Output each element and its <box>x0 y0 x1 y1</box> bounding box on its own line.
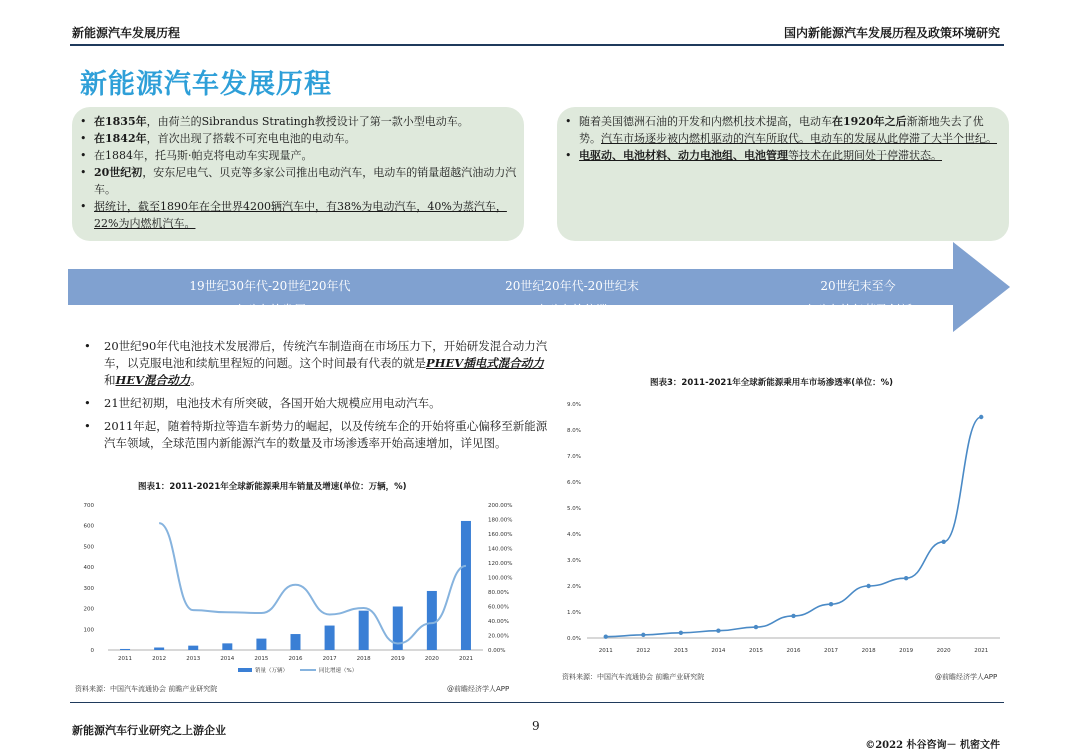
left-info-box <box>72 107 524 241</box>
chart3-source: 资料来源：中国汽车流通协会 前瞻产业研究院 <box>562 673 705 681</box>
chart3-ytick: 4.0% <box>567 532 581 538</box>
right-item-1: • 随着美国德洲石油的开发和内燃机技术提高，电动车在1920年之后渐渐地失去了优势。汽车市场逐步被内燃机驱动的汽车所取代。电动车的发展从此停滞了大半个世纪。 <box>563 113 1003 147</box>
chart1-bar <box>188 646 198 650</box>
mid-item-2: • 21世纪初期，电池技术有所突破，各国开始大规模应用电动汽车。 <box>78 395 548 412</box>
chart1-ytick-left: 100 <box>83 627 94 634</box>
chart1-xtick: 2013 <box>186 656 201 662</box>
chart3-ytick: 8.0% <box>567 428 581 434</box>
chart1-xtick: 2011 <box>118 656 133 662</box>
footer-left: 新能源汽车行业研究之上游企业 <box>72 724 226 737</box>
chart3-ytick: 7.0% <box>567 454 581 460</box>
timeline-stage-2: 20世纪20年代-20世纪末 电动车的停滞 <box>505 279 639 317</box>
chart3-point <box>716 629 720 633</box>
chart3-ytick: 0.0% <box>567 636 581 642</box>
header-divider <box>70 44 1004 46</box>
chart1-xtick: 2017 <box>322 656 337 662</box>
chart1-ytick-right: 180.00% <box>488 517 513 524</box>
chart1-source-right: @前瞻经济学人APP <box>447 685 510 693</box>
chart1-source: 资料来源：中国汽车流通协会 前瞻产业研究院 <box>75 685 218 693</box>
chart1-ytick-left: 500 <box>83 544 94 551</box>
chart1-ytick-left: 600 <box>83 523 94 530</box>
chart1-title: 图表1：2011-2021年全球新能源乘用车销量及增速(单位：万辆，%) <box>138 482 407 492</box>
left-item-5: • 据统计，截至1890年在全世界4200辆汽车中，有38%为电动汽车，40%为蒸汽车，22%为内燃机汽车。 <box>78 198 518 232</box>
chart3-xtick: 2021 <box>974 648 989 654</box>
page-title: 新能源汽车发展历程 <box>80 69 332 100</box>
chart3-ytick: 6.0% <box>567 480 581 486</box>
chart1-ytick-right: 100.00% <box>488 575 513 582</box>
chart1-bar <box>120 649 130 650</box>
chart3-ytick: 5.0% <box>567 506 581 512</box>
chart1-bar <box>291 634 301 650</box>
chart1-xtick: 2019 <box>390 656 405 662</box>
chart3-ytick: 1.0% <box>567 610 581 616</box>
chart3-point <box>641 633 645 637</box>
chart3-point <box>829 602 833 606</box>
chart1-xtick: 2012 <box>152 656 167 662</box>
chart3-xtick: 2020 <box>936 648 951 654</box>
chart3-xtick: 2018 <box>861 648 876 654</box>
header-right: 国内新能源汽车发展历程及政策环境研究 <box>783 26 1000 40</box>
chart1-bar <box>359 611 369 650</box>
mid-item-1: • 20世纪90年代电池技术发展滞后，传统汽车制造商在市场压力下，开始研发混合动力汽车，以克服电池和续航里程短的问题。这个时间最有代表的就是PHEV插电式混合动力和HEV混合动力。 <box>78 338 548 389</box>
chart3-point <box>604 635 608 639</box>
chart3-xtick: 2012 <box>636 648 651 654</box>
chart3-point <box>866 584 870 588</box>
page-number: 9 <box>532 719 540 733</box>
left-info-list <box>78 113 518 232</box>
chart3-xtick: 2014 <box>711 648 726 654</box>
timeline-stage-1: 19世纪30年代-20世纪20年代 电动车的发展 <box>189 279 351 317</box>
chart3-point <box>979 415 983 419</box>
chart1-ytick-left: 400 <box>83 565 94 572</box>
chart1-bar <box>256 639 266 650</box>
chart3-title: 图表3：2011-2021年全球新能源乘用车市场渗透率(单位：%) <box>650 378 894 388</box>
left-item-1: • 在1835年，由荷兰的Sibrandus Stratingh教授设计了第一款小型电动车。 <box>78 113 518 130</box>
chart3-ytick: 2.0% <box>567 584 581 590</box>
chart3-source-right: @前瞻经济学人APP <box>935 673 998 681</box>
right-info-box <box>557 107 1009 241</box>
chart1-bar-line <box>68 495 538 677</box>
chart1-ytick-right: 200.00% <box>488 503 513 509</box>
chart1-ytick-right: 120.00% <box>488 561 513 567</box>
chart1-xtick: 2015 <box>254 656 269 662</box>
chart1-bar <box>325 626 335 650</box>
chart1-ytick-right: 160.00% <box>488 532 513 538</box>
mid-item-3: • 2011年起，随着特斯拉等造车新势力的崛起，以及传统车企的开始将重心偏移至新能源汽车领域，全球范围内新能源汽车的数量及市场渗透率开始高速增加，详见图。 <box>78 418 548 452</box>
chart1-legend-bar: 销量（万辆） <box>255 668 289 674</box>
chart1-ytick-right: 60.00% <box>488 604 509 611</box>
chart3-point <box>904 576 908 580</box>
chart1-legend-bar-swatch <box>238 668 252 672</box>
mid-text <box>78 338 548 458</box>
chart1-ytick-right: 140.00% <box>488 546 513 553</box>
chart1-ytick-right: 40.00% <box>488 619 509 625</box>
chart3-line <box>555 392 1005 662</box>
chart3-point <box>679 631 683 635</box>
chart3-point <box>754 625 758 629</box>
left-item-4: • 20世纪初，安东尼电气、贝克等多家公司推出电动汽车，电动车的销量超越汽油动力汽车。 <box>78 164 518 198</box>
chart3-point <box>791 614 795 618</box>
chart1-ytick-left: 700 <box>83 503 94 509</box>
chart3-ytick: 3.0% <box>567 558 581 564</box>
footer-right: ©2022 朴谷咨询－ 机密文件 <box>865 740 1000 751</box>
chart1-xtick: 2018 <box>356 656 371 662</box>
left-item-2: • 在1842年，首次出现了搭载不可充电电池的电动车。 <box>78 130 518 147</box>
footer-divider <box>70 702 1004 703</box>
chart1-ytick-left: 300 <box>83 585 94 592</box>
chart1-ytick-left: 0 <box>90 648 94 654</box>
chart1-growth-line <box>159 523 466 643</box>
chart3-xtick: 2013 <box>673 648 688 654</box>
chart3-xtick: 2016 <box>786 648 801 654</box>
timeline-stage-3: 20世纪末至今 电动车的复苏及创新 <box>803 279 912 317</box>
left-item-3: • 在1884年，托马斯·帕克将电动车实现量产。 <box>78 147 518 164</box>
chart1-bar <box>222 643 232 650</box>
chart1-bar <box>154 648 164 650</box>
chart1-xtick: 2014 <box>220 656 235 662</box>
chart1-ytick-left: 200 <box>83 606 94 613</box>
chart3-point <box>941 540 945 544</box>
chart1-bar <box>461 521 471 650</box>
chart1-bar <box>427 591 437 650</box>
chart1-xtick: 2021 <box>458 656 473 662</box>
chart1-ytick-right: 80.00% <box>488 590 509 596</box>
right-item-2: • 电驱动、电池材料、动力电池组、电池管理等技术在此期间处于停滞状态。 <box>563 147 1003 164</box>
chart3-xtick: 2011 <box>598 648 613 654</box>
chart3-xtick: 2017 <box>824 648 839 654</box>
chart3-xtick: 2019 <box>899 648 914 654</box>
chart1-ytick-right: 0.00% <box>488 648 506 654</box>
chart3-penetration-line <box>606 417 981 637</box>
chart1-xtick: 2016 <box>288 656 303 662</box>
chart1-legend-line: 同比增速（%） <box>319 668 358 674</box>
chart3-ytick: 9.0% <box>567 402 581 408</box>
chart3-xtick: 2015 <box>748 648 763 654</box>
chart1-ytick-right: 20.00% <box>488 633 509 640</box>
header-left: 新能源汽车发展历程 <box>72 26 181 40</box>
chart1-xtick: 2020 <box>424 656 439 662</box>
